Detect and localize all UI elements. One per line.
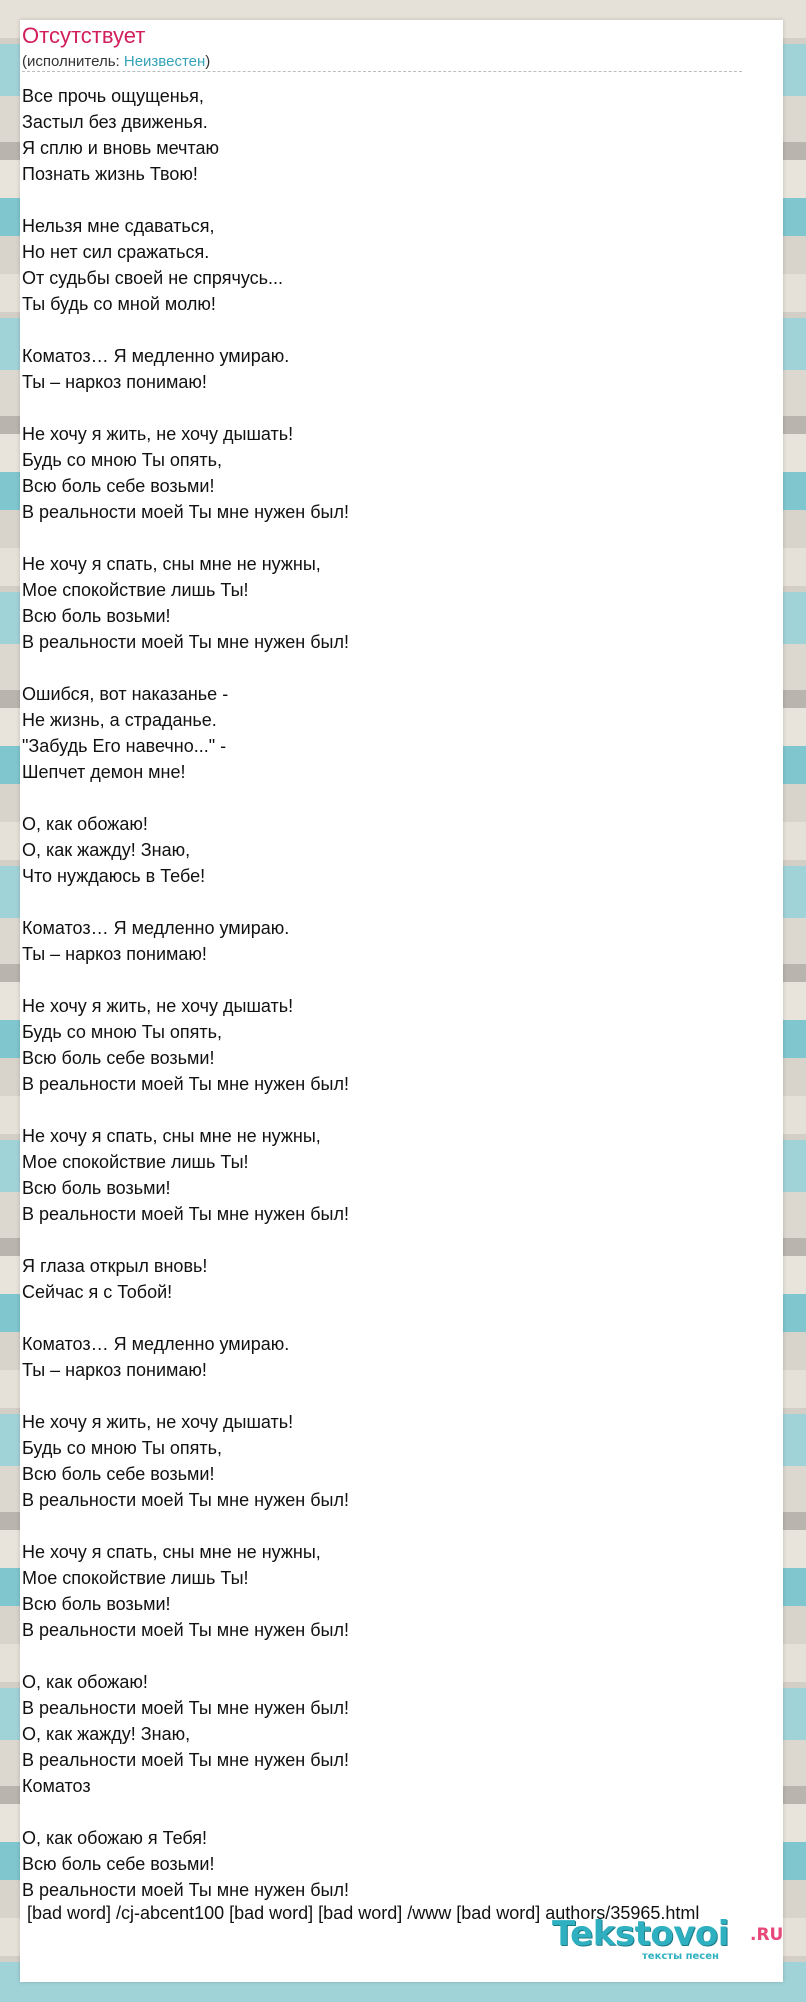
logo-tagline: тексты песен [642, 1951, 719, 1962]
artist-link[interactable]: Неизвестен [123, 53, 206, 70]
logo-tld: .RU [750, 1925, 784, 1945]
artist-line [22, 52, 742, 72]
song-header [22, 22, 742, 72]
lyrics-text: Все прочь ощущенья, Застыл без движенья. Я сплю и вновь мечтаю Познать жизнь Твою! Нельзя мне сдаваться, Но нет сил сражаться. От судьбы своей не спрячусь... Ты будь со мной молю! Коматоз… Я медленно умираю. Ты – наркоз понимаю! Не хочу я жить, не хочу дышать! Будь со мною Ты опять, Всю боль себе возьми! В реальности моей Ты мне нужен был! Не хочу я спать, сны мне не нужны, Мое спокойствие лишь Ты! Всю боль возьми! В реальности моей Ты мне нужен был! Ошибся, вот наказанье - Не жизнь, а страданье. "Забудь Его навечно..." - Шепчет демон мне! О, как обожаю! О, как жажду! Знаю, Что нуждаюсь в Тебе! Коматоз… Я медленно умираю. Ты – наркоз понимаю! Не хочу я жить, не хочу дышать! Будь со мною Ты опять, Всю боль себе возьми! В реальности моей Ты мне нужен был! Не хочу я спать, сны мне не нужны, Мое спокойствие лишь Ты! Всю боль возьми! В реальности моей Ты мне нужен был! Я глаза открыл вновь! Сейчас я с Тобой! Коматоз… Я медленно умираю. Ты – наркоз понимаю! Не хочу я жить, не хочу дышать! Будь со мною Ты опять, Всю боль себе возьми! В реальности моей Ты мне нужен был! Не хочу я спать, сны мне не нужны, Мое спокойствие лишь Ты! Всю боль возьми! В реальности моей Ты мне нужен был! О, как обожаю! В реальности моей Ты мне нужен был! О, как жажду! Знаю, В реальности моей Ты мне нужен был! Коматоз О, как обожаю я Тебя! Всю боль себе возьми! В реальности моей Ты мне нужен был! [22, 86, 349, 1900]
artist-prefix: (исполнитель: [22, 53, 124, 70]
artist-suffix: ) [205, 53, 211, 70]
site-logo[interactable] [552, 1914, 788, 1962]
header-divider [22, 71, 742, 72]
logo-name: Tekstovoi [552, 1914, 729, 1954]
footer-links: [bad word] /cj-abcent100 [bad word] [bad word] /www [bad word] authors/35965.html [27, 1903, 700, 1923]
song-title: Отсутствует [22, 23, 146, 48]
